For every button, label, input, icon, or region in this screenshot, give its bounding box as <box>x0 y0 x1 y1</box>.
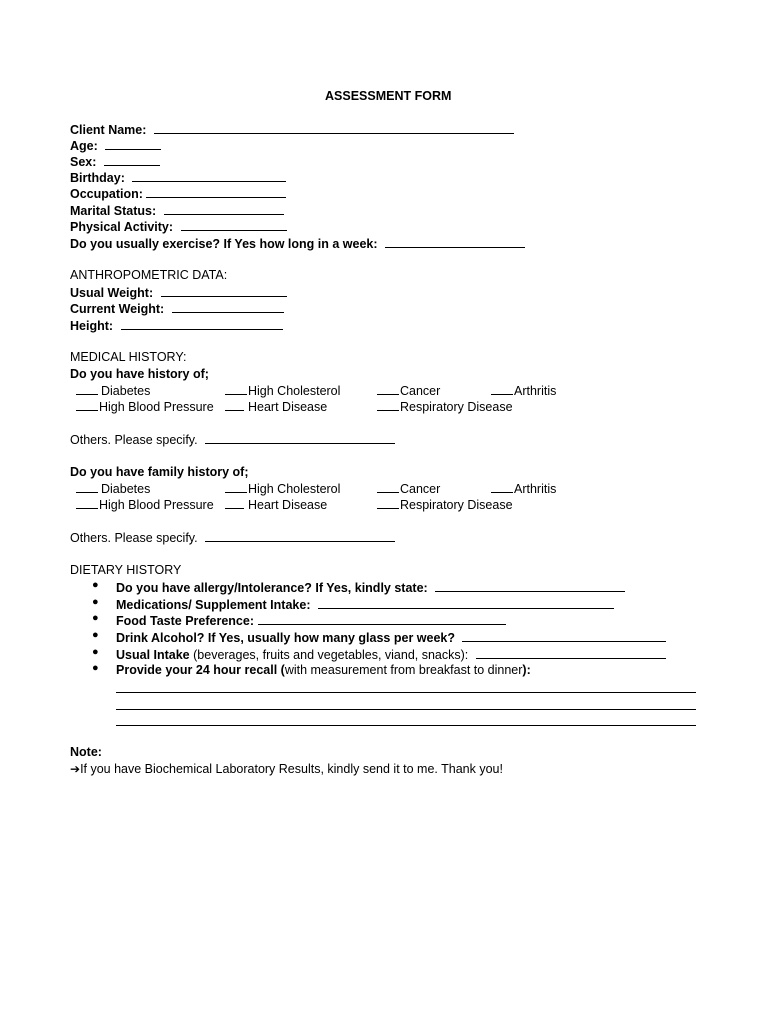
sex-label: Sex: <box>70 155 97 169</box>
family-high-cholesterol-option[interactable] <box>225 480 340 497</box>
physical-activity-label: Physical Activity: <box>70 220 174 234</box>
personal-arthritis-option[interactable] <box>491 382 556 399</box>
checkbox-blank[interactable] <box>377 398 399 411</box>
option-label: Respiratory Disease <box>400 400 513 414</box>
medications-label: Medications/ Supplement Intake: <box>116 598 311 612</box>
anthropometric-heading: ANTHROPOMETRIC DATA: <box>70 268 228 282</box>
usual-intake-blank[interactable] <box>476 646 666 659</box>
checkbox-blank[interactable] <box>225 398 244 411</box>
marital-status-blank[interactable] <box>164 202 284 215</box>
medications-blank[interactable] <box>318 596 614 609</box>
note-text: If you have Biochemical Laboratory Results, kindly send it to me. Thank you! <box>80 762 503 776</box>
personal-high-blood-pressure-option[interactable] <box>76 398 214 415</box>
bullet-icon: ● <box>92 629 99 641</box>
exercise-blank[interactable] <box>385 235 525 248</box>
arrow-right-icon: ➔ <box>70 762 81 776</box>
checkbox-blank[interactable] <box>491 382 513 395</box>
checkbox-blank[interactable] <box>377 496 399 509</box>
current-weight-row <box>70 300 284 317</box>
recall-row <box>116 662 531 678</box>
personal-high-cholesterol-option[interactable] <box>225 382 340 399</box>
bullet-icon: ● <box>92 596 99 608</box>
client-name-label: Client Name: <box>70 123 147 137</box>
checkbox-blank[interactable] <box>491 480 513 493</box>
sex-row <box>70 153 160 170</box>
alcohol-row <box>116 629 666 646</box>
family-heart-disease-option[interactable] <box>225 496 327 513</box>
height-blank[interactable] <box>121 317 283 330</box>
option-label: High Cholesterol <box>248 482 341 496</box>
personal-others-row <box>70 431 395 448</box>
physical-activity-blank[interactable] <box>181 218 287 231</box>
personal-respiratory-disease-option[interactable] <box>377 398 513 415</box>
birthday-row <box>70 169 286 186</box>
checkbox-blank[interactable] <box>76 480 98 493</box>
taste-blank[interactable] <box>258 612 506 625</box>
allergy-label: Do you have allergy/Intolerance? If Yes, kindly state: <box>116 581 428 595</box>
client-name-row <box>70 121 514 138</box>
checkbox-blank[interactable] <box>225 480 247 493</box>
option-label: Cancer <box>400 482 441 496</box>
checkbox-blank[interactable] <box>377 382 399 395</box>
age-label: Age: <box>70 139 98 153</box>
dietary-history-heading: DIETARY HISTORY <box>70 563 182 577</box>
usual-weight-row <box>70 284 287 301</box>
medications-row <box>116 596 614 613</box>
birthday-blank[interactable] <box>132 169 286 182</box>
form-title: ASSESSMENT FORM <box>325 89 452 103</box>
option-label: Diabetes <box>101 384 151 398</box>
option-label: High Cholesterol <box>248 384 341 398</box>
note-label: Note: <box>70 745 102 759</box>
usual-intake-detail: (beverages, fruits and vegetables, viand, snacks): <box>193 648 469 662</box>
option-label: High Blood Pressure <box>99 498 214 512</box>
exercise-row <box>70 235 525 252</box>
family-others-row <box>70 529 395 546</box>
usual-weight-label: Usual Weight: <box>70 286 154 300</box>
recall-line-3[interactable] <box>116 725 696 726</box>
physical-activity-row <box>70 218 287 235</box>
family-diabetes-option[interactable] <box>76 480 150 497</box>
family-respiratory-disease-option[interactable] <box>377 496 513 513</box>
family-high-blood-pressure-option[interactable] <box>76 496 214 513</box>
occupation-blank[interactable] <box>146 185 286 198</box>
option-label: Cancer <box>400 384 441 398</box>
option-label: Heart Disease <box>248 400 328 414</box>
height-label: Height: <box>70 319 114 333</box>
checkbox-blank[interactable] <box>225 382 247 395</box>
option-label: Heart Disease <box>248 498 328 512</box>
marital-status-row <box>70 202 284 219</box>
checkbox-blank[interactable] <box>76 382 98 395</box>
age-row <box>70 137 161 154</box>
others-label: Others. Please specify. <box>70 433 198 447</box>
occupation-row <box>70 185 286 202</box>
personal-heart-disease-option[interactable] <box>225 398 327 415</box>
bullet-icon: ● <box>92 646 99 658</box>
recall-line-2[interactable] <box>116 709 696 710</box>
personal-history-question: Do you have history of; <box>70 367 209 381</box>
client-name-blank[interactable] <box>154 121 514 134</box>
occupation-label: Occupation: <box>70 187 143 201</box>
allergy-row <box>116 579 625 596</box>
recall-line-1[interactable] <box>116 692 696 693</box>
family-arthritis-option[interactable] <box>491 480 556 497</box>
option-label: High Blood Pressure <box>99 400 214 414</box>
alcohol-blank[interactable] <box>462 629 666 642</box>
current-weight-blank[interactable] <box>172 300 284 313</box>
recall-close: ): <box>522 663 531 677</box>
others-label: Others. Please specify. <box>70 531 198 545</box>
recall-label: Provide your 24 hour recall ( <box>116 663 285 677</box>
others-blank[interactable] <box>205 431 395 444</box>
option-label: Respiratory Disease <box>400 498 513 512</box>
option-label: Arthritis <box>514 384 557 398</box>
sex-blank[interactable] <box>104 153 160 166</box>
option-label: Diabetes <box>101 482 151 496</box>
exercise-label: Do you usually exercise? If Yes how long in a week: <box>70 237 378 251</box>
height-row <box>70 317 283 334</box>
birthday-label: Birthday: <box>70 171 125 185</box>
recall-detail: with measurement from breakfast to dinner <box>284 663 523 677</box>
note-row <box>70 761 503 777</box>
bullet-icon: ● <box>92 662 99 674</box>
bullet-icon: ● <box>92 579 99 591</box>
family-cancer-option[interactable] <box>377 480 440 497</box>
others-blank[interactable] <box>205 529 395 542</box>
alcohol-label: Drink Alcohol? If Yes, usually how many glass per week? <box>116 631 455 645</box>
family-history-question: Do you have family history of; <box>70 465 249 479</box>
medical-history-heading: MEDICAL HISTORY: <box>70 350 187 364</box>
option-label: Arthritis <box>514 482 557 496</box>
checkbox-blank[interactable] <box>76 398 98 411</box>
current-weight-label: Current Weight: <box>70 302 165 316</box>
taste-row <box>116 612 506 629</box>
marital-status-label: Marital Status: <box>70 204 157 218</box>
usual-weight-blank[interactable] <box>161 284 287 297</box>
bullet-icon: ● <box>92 612 99 624</box>
age-blank[interactable] <box>105 137 161 150</box>
personal-diabetes-option[interactable] <box>76 382 150 399</box>
usual-intake-row <box>116 646 666 663</box>
checkbox-blank[interactable] <box>377 480 399 493</box>
personal-cancer-option[interactable] <box>377 382 440 399</box>
usual-intake-label: Usual Intake <box>116 648 190 662</box>
allergy-blank[interactable] <box>435 579 625 592</box>
checkbox-blank[interactable] <box>225 496 244 509</box>
taste-label: Food Taste Preference: <box>116 614 255 628</box>
checkbox-blank[interactable] <box>76 496 98 509</box>
